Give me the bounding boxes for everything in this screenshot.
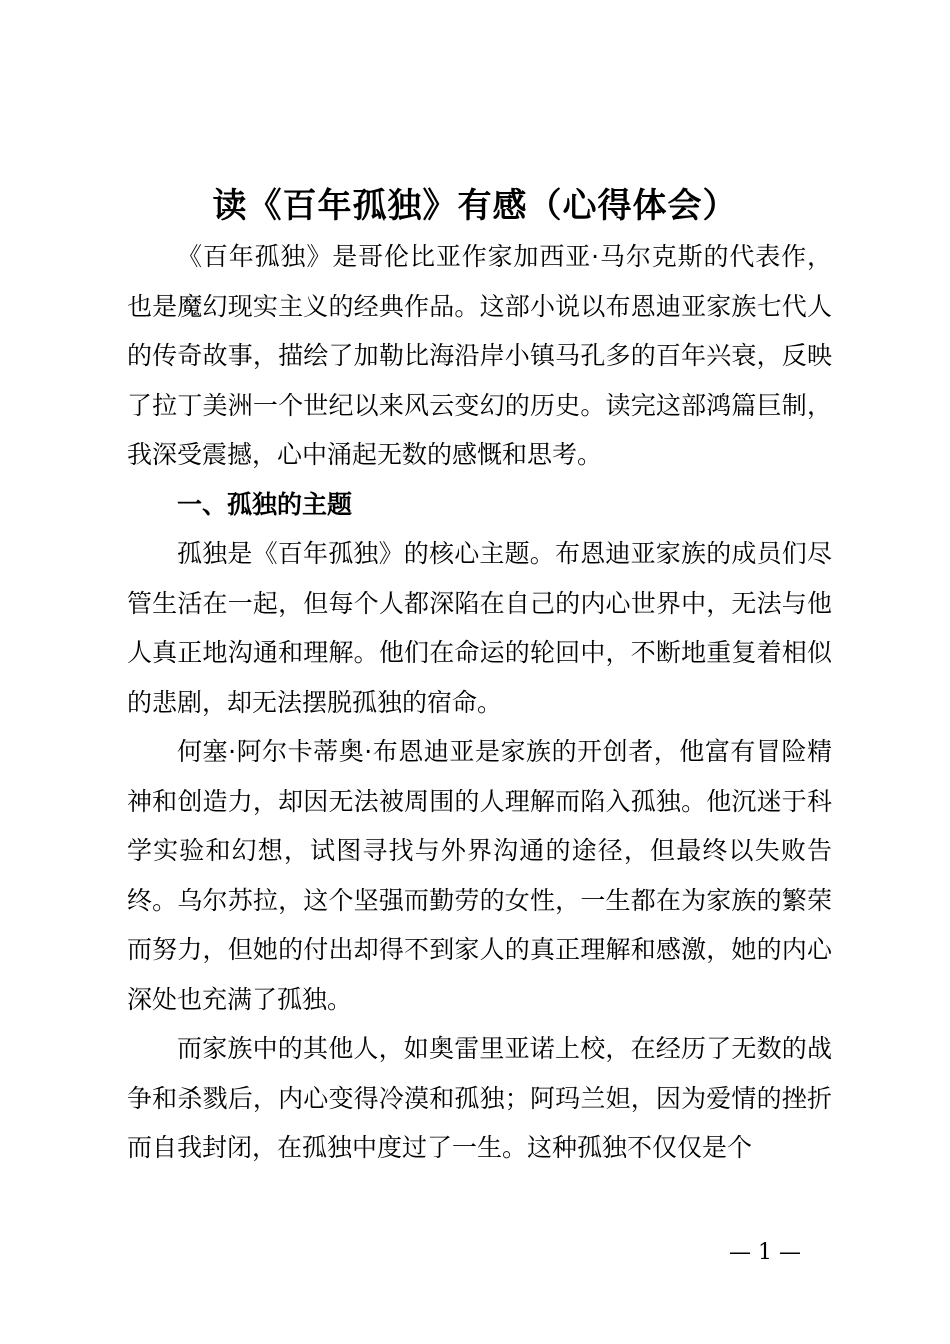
paragraph-loneliness-theme: 孤独是《百年孤独》的核心主题。布恩迪亚家族的成员们尽管生活在一起，但每个人都深陷在自己的内心世界中，无法与他人真正地沟通和理解。他们在命运的轮回中，不断地重复着相似的悲剧，却无法摆脱孤独的宿命。 (127, 539, 832, 717)
document-title: 读《百年孤独》有感（心得体会） (212, 186, 738, 226)
paragraph-other-members: 而家族中的其他人，如奥雷里亚诺上校，在经历了无数的战争和杀戮后，内心变得冷漠和孤独；阿玛兰妲，因为爱情的挫折而自我封闭，在孤独中度过了一生。这种孤独不仅仅是个 (127, 1034, 832, 1162)
paragraph-intro: 《百年孤独》是哥伦比亚作家加西亚·马尔克斯的代表作，也是魔幻现实主义的经典作品。这部小说以布恩迪亚家族七代人的传奇故事，描绘了加勒比海沿岸小镇马孔多的百年兴衰，反映了拉丁美洲一个世纪以来风云变幻的历史。读完这部鸿篇巨制，我深受震撼，心中涌起无数的感慨和思考。 (127, 242, 832, 469)
page-number: — 1 — (729, 1240, 801, 1265)
document-body (127, 232, 832, 1173)
paragraph-jose-ursula: 何塞·阿尔卡蒂奥·布恩迪亚是家族的开创者，他富有冒险精神和创造力，却因无法被周围的人理解而陷入孤独。他沉迷于科学实验和幻想，试图寻找与外界沟通的途径，但最终以失败告终。乌尔苏拉，这个坚强而勤劳的女性，一生都在为家族的繁荣而努力，但她的付出却得不到家人的真正理解和感激，她的内心深处也充满了孤独。 (127, 737, 832, 1014)
section-heading: 一、孤独的主题 (177, 489, 353, 519)
